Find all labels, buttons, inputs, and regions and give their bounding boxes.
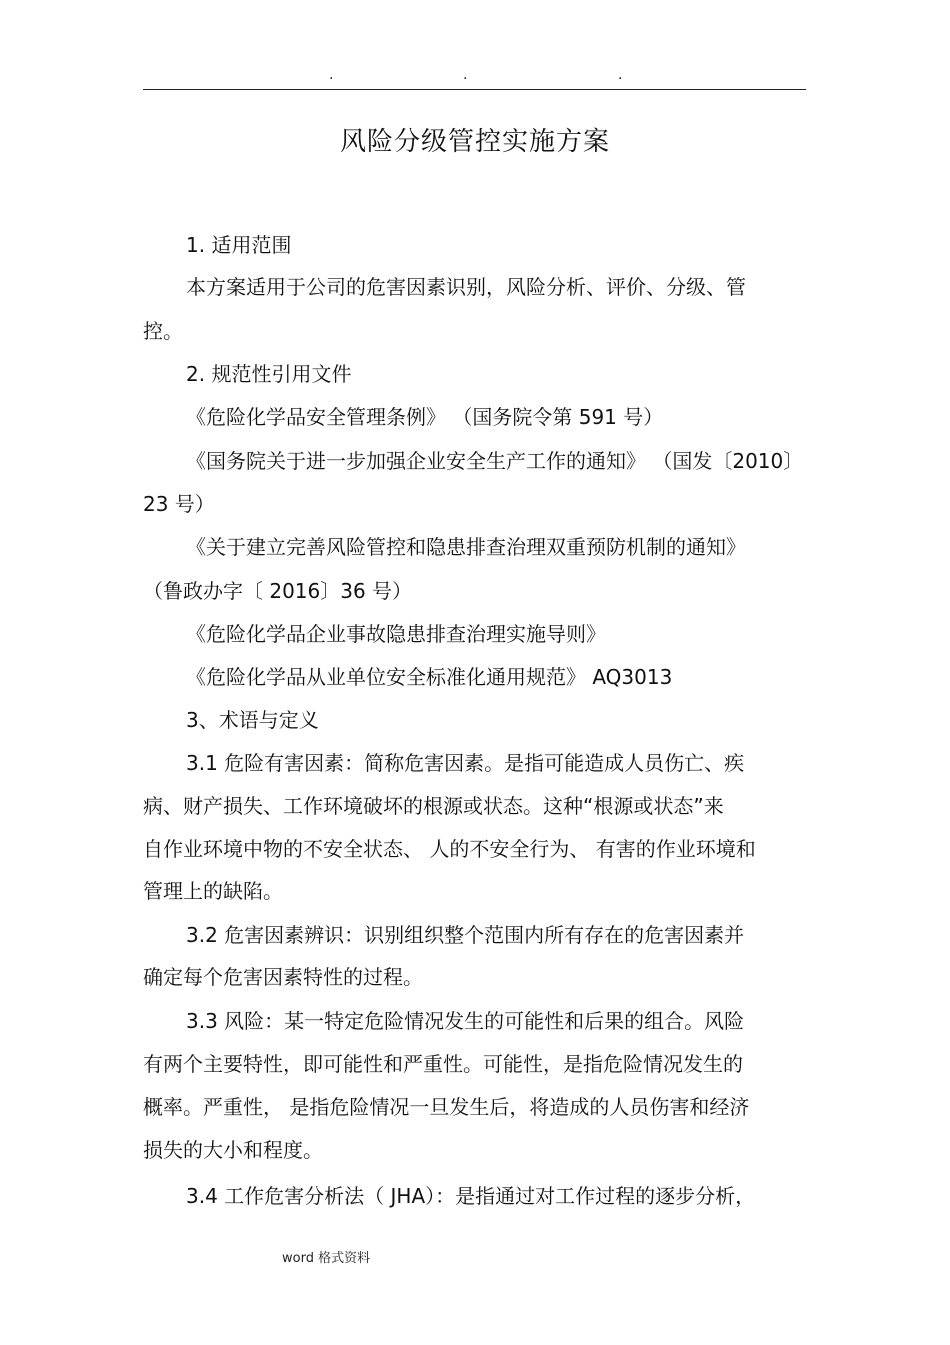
body-line: 自作业环境中物的不安全状态、 人的不安全行为、 有害的作业环境和 bbox=[143, 837, 756, 861]
body-line: 有两个主要特性，即可能性和严重性。可能性，是指危险情况发生的 bbox=[143, 1052, 743, 1076]
body-line: 2. 规范性引用文件 bbox=[186, 362, 352, 386]
body-line: 3.3 风险：某一特定危险情况发生的可能性和后果的组合。风险 bbox=[186, 1009, 745, 1033]
body-line: 本方案适用于公司的危害因素识别，风险分析、评价、分级、管 bbox=[186, 275, 746, 299]
body-line: 确定每个危害因素特性的过程。 bbox=[143, 965, 423, 989]
body-line: 《危险化学品企业事故隐患排查治理实施导则》 bbox=[186, 622, 606, 646]
body-line: 概率。严重性， 是指危险情况一旦发生后，将造成的人员伤害和经济 bbox=[143, 1095, 750, 1119]
body-line: 3.4 工作危害分析法（ JHA）：是指通过对工作过程的逐步分析， bbox=[186, 1184, 756, 1208]
body-line: 管理上的缺陷。 bbox=[143, 879, 283, 903]
header-dot-1: . bbox=[329, 67, 334, 83]
header-dot-3: . bbox=[618, 67, 623, 83]
body-line: 《关于建立完善风险管控和隐患排查治理双重预防机制的通知》 bbox=[186, 535, 746, 559]
body-line: 1. 适用范围 bbox=[186, 233, 292, 257]
footer-note: word 格式资料 bbox=[282, 1251, 371, 1266]
body-line: 《国务院关于进一步加强企业安全生产工作的通知》 （国发〔2010〕 bbox=[186, 449, 804, 473]
header-rule bbox=[143, 89, 806, 90]
body-line: 23 号） bbox=[143, 492, 215, 516]
document-title: 风险分级管控实施方案 bbox=[339, 127, 610, 157]
body-line: 3.1 危险有害因素：简称危害因素。是指可能造成人员伤亡、疾 bbox=[186, 751, 745, 775]
body-line: 3.2 危害因素辨识：识别组织整个范围内所有存在的危害因素并 bbox=[186, 923, 745, 947]
body-line: 控。 bbox=[143, 319, 183, 343]
body-line: （鲁政办字〔 2016〕36 号） bbox=[143, 579, 413, 603]
body-line: 损失的大小和程度。 bbox=[143, 1138, 323, 1162]
header-dots bbox=[0, 68, 950, 88]
header-dot-2: . bbox=[463, 67, 468, 83]
body-line: 病、财产损失、工作环境破坏的根源或状态。这种“根源或状态”来 bbox=[143, 794, 724, 818]
body-line: 《危险化学品安全管理条例》 （国务院令第 591 号） bbox=[186, 405, 664, 429]
body-line: 《危险化学品从业单位安全标准化通用规范》 AQ3013 bbox=[186, 665, 673, 689]
body-line: 3、术语与定义 bbox=[186, 708, 319, 732]
